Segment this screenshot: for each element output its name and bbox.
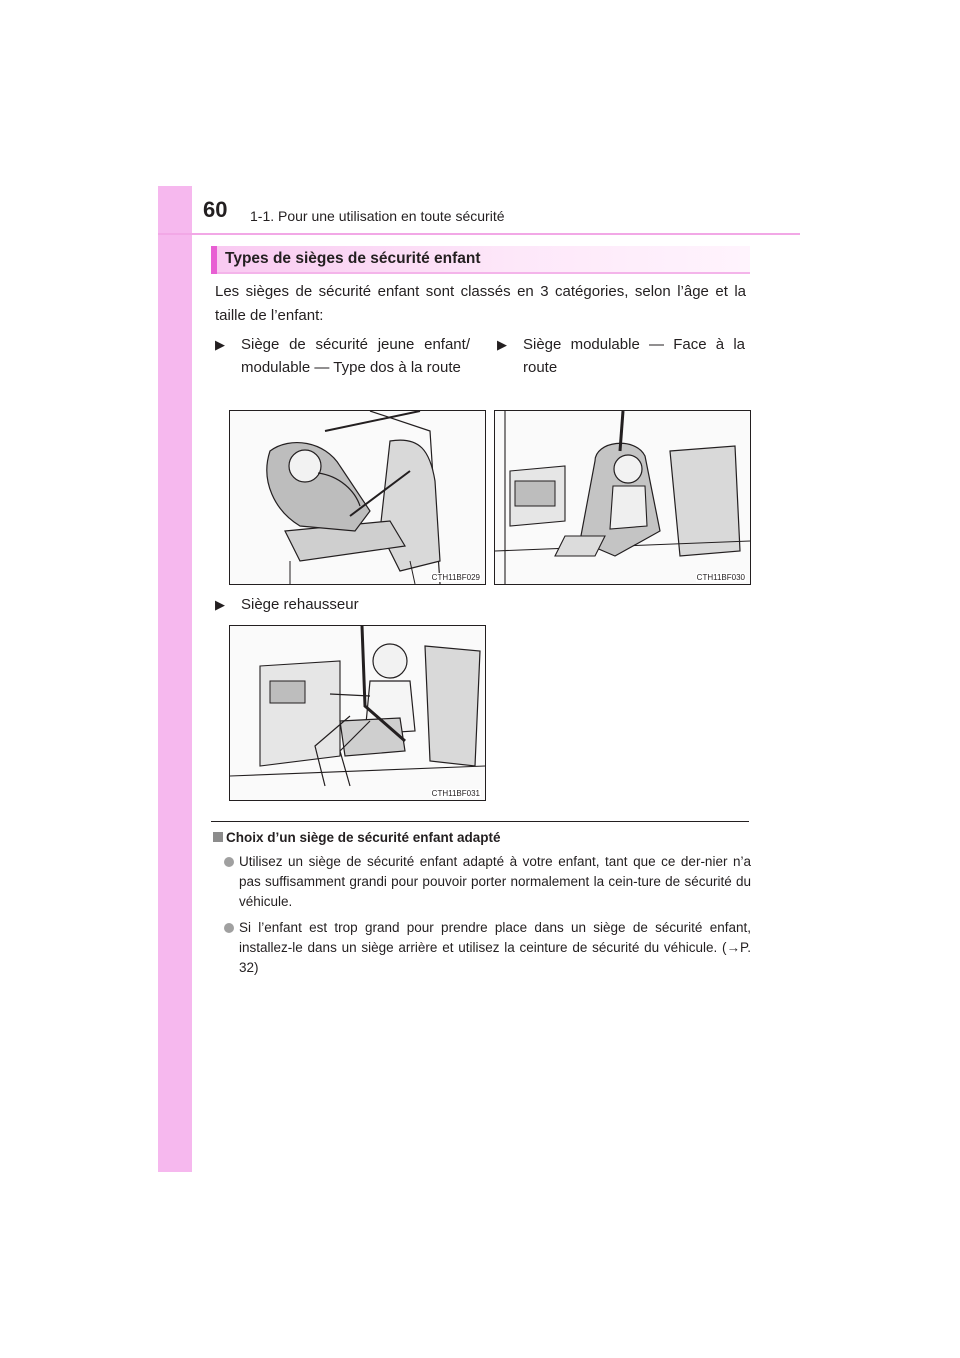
chapter-sidebar-tab xyxy=(158,186,192,1172)
note-heading xyxy=(213,830,501,845)
header-rule xyxy=(158,233,800,235)
figure-code: CTH11BF030 xyxy=(696,573,745,582)
triangle-right-icon: ▶ xyxy=(497,337,507,352)
note-heading-text: Choix d’un siège de sécurité enfant adapté xyxy=(226,830,501,845)
intro-paragraph: Les sièges de sécurité enfant sont classés en 3 catégories, selon l’âge et la taille de l’enfant: xyxy=(215,283,746,324)
figure-forward-facing-seat xyxy=(494,410,751,585)
seat-type-1 xyxy=(215,333,470,403)
seat-type-2 xyxy=(497,333,747,383)
rear-facing-seat-illustration xyxy=(230,411,485,584)
figure-code: CTH11BF029 xyxy=(431,573,480,582)
figure-code: CTH11BF031 xyxy=(431,789,480,798)
section-heading-bar xyxy=(211,246,750,274)
section-divider xyxy=(211,821,749,822)
note-item-1 xyxy=(224,852,751,914)
note-item-2-text: Si l’enfant est trop grand pour prendre place dans un siège de sécurité enfant, installez-le dans un siège arrière et utilisez la ceinture de sécurité du véhicule. (→P. 32) xyxy=(239,920,751,975)
section-title: Types de sièges de sécurité enfant xyxy=(225,250,481,267)
page-number: 60 xyxy=(203,197,228,222)
circle-bullet-icon xyxy=(224,857,234,867)
seat-type-3-label: Siège rehausseur xyxy=(241,596,359,613)
figure-booster-seat xyxy=(229,625,486,801)
booster-seat-illustration xyxy=(230,626,485,800)
section-accent xyxy=(211,246,217,274)
seat-type-2-label: Siège modulable — Face à la route xyxy=(523,336,745,376)
circle-bullet-icon xyxy=(224,923,234,933)
triangle-right-icon: ▶ xyxy=(215,597,225,612)
seat-type-1-label: Siège de sécurité jeune enfant/ modulable — Type dos à la route xyxy=(241,336,470,376)
figure-rear-facing-seat xyxy=(229,410,486,585)
seat-type-3 xyxy=(215,593,475,617)
triangle-right-icon: ▶ xyxy=(215,337,225,352)
note-item-1-text: Utilisez un siège de sécurité enfant adapté à votre enfant, tant que ce der-nier n’a pas suffisamment grandi pour pouvoir porter normalement la cein-ture de sécurité du véhicule. xyxy=(239,854,751,909)
forward-facing-seat-illustration xyxy=(495,411,750,584)
square-marker-icon xyxy=(213,832,223,842)
note-item-2 xyxy=(224,918,751,980)
chapter-title: 1-1. Pour une utilisation en toute sécurité xyxy=(250,208,505,224)
